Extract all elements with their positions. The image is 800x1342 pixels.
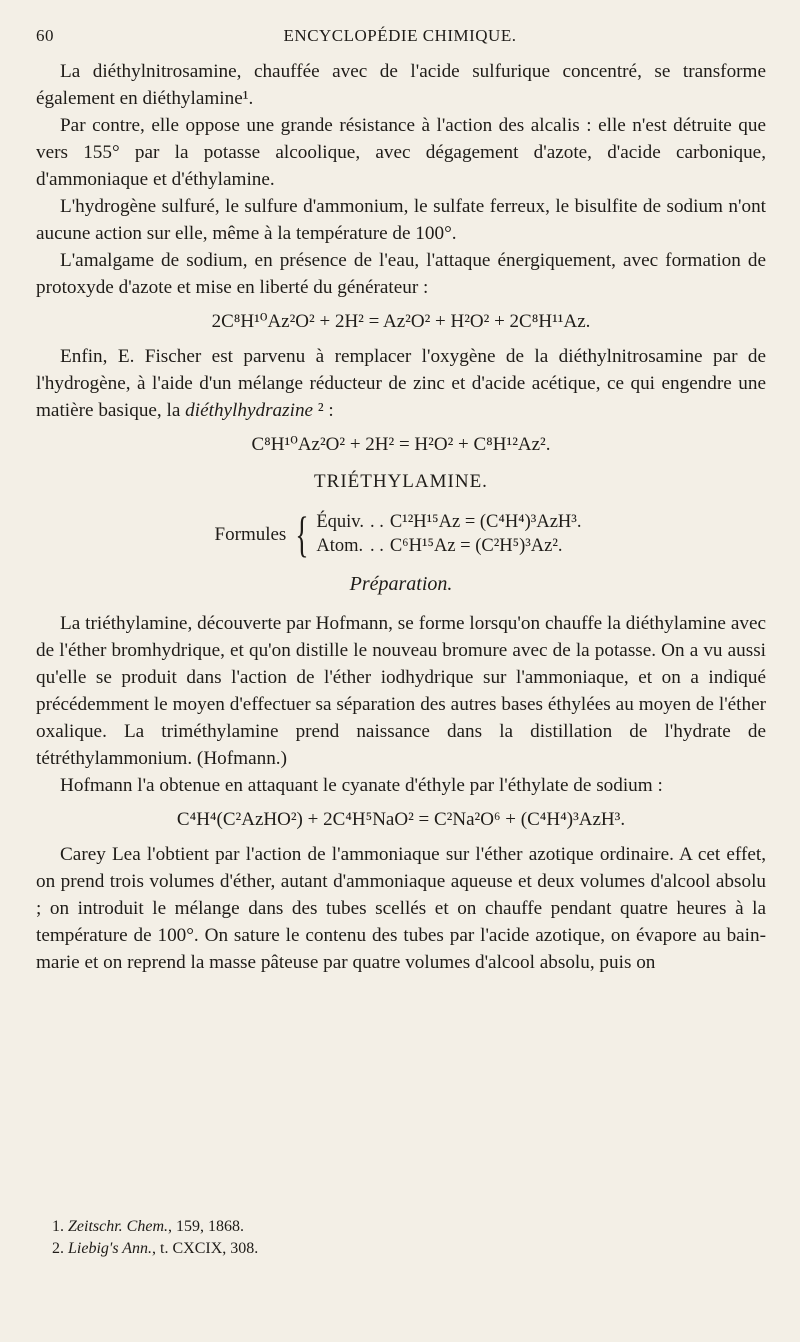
equation: C⁴H⁴(C²AzHO²) + 2C⁴H⁵NaO² = C²Na²O⁶ + (C⁴H⁴)³AzH³. <box>176 809 626 830</box>
paragraph: Par contre, elle oppose une grande résistance à l'action des alcalis : elle n'est détruite que vers 155° par la potasse alcoolique, avec dégagement d'azote, d'acide carbonique, d'ammoniaque et d'éthylamine. <box>36 115 766 190</box>
formula-value: C¹²H¹⁵Az = (C⁴H⁴)³AzH³. <box>389 512 582 532</box>
footnote <box>52 1216 258 1238</box>
formula-row <box>316 510 587 534</box>
section-title: TRIÉTHYLAMINE. <box>314 471 488 492</box>
page-header <box>36 26 764 52</box>
italic-term: diéthylhydrazine <box>185 400 314 421</box>
footnote-number: 2. <box>52 1240 64 1257</box>
page-number: 60 <box>36 26 54 45</box>
paragraph: Hofmann l'a obtenue en attaquant le cyanate d'éthyle par l'éthylate de sodium : <box>60 775 663 796</box>
paragraph: La triéthylamine, découverte par Hofmann, se forme lorsqu'on chauffe la diéthylamine avec de l'éther bromhydrique, et qu'on distille le nouveau bromure avec de la potasse. On a vu aussi qu'elle se produit dans l'action de l'éther iodhydrique sur l'ammoniaque, et on a indiqué précédemment le moyen d'effectuer sa séparation des autres bases éthylées au moyen de l'éther oxalique. La triméthylamine prend naissance dans la distillation de l'hydrate de tétréthylammonium. (Hofmann.) <box>36 613 766 769</box>
paragraph: La diéthylnitrosamine, chauffée avec de l'acide sulfurique concentré, se transforme également en diéthylamine¹. <box>36 61 766 109</box>
footnotes <box>52 1216 258 1260</box>
formula-dots: . . <box>369 512 384 532</box>
equation: C⁸H¹⁰Az²O² + 2H² = H²O² + C⁸H¹²Az². <box>251 434 551 455</box>
equation: 2C⁸H¹⁰Az²O² + 2H² = Az²O² + H²O² + 2C⁸H¹¹Az. <box>211 311 591 332</box>
formula-dots: . . <box>369 536 384 556</box>
formulas-label: Formules <box>214 523 287 545</box>
paragraph: L'amalgame de sodium, en présence de l'eau, l'attaque énergiquement, avec formation de protoxyde d'azote et mise en liberté du générateur : <box>36 250 766 298</box>
subsection-title: Préparation. <box>349 573 453 595</box>
paragraph-fischer <box>36 343 766 424</box>
formula-name: Équiv. <box>316 512 364 532</box>
formulas-table <box>316 510 587 558</box>
text-run: Enfin, E. Fischer est parvenu à remplacer l'oxygène de la diéthylnitrosamine par de l'hydrogène, à l'aide d'un mélange réducteur de zinc et d'acide acétique, ce qui engendre une matière basique, la <box>36 346 766 421</box>
running-title: ENCYCLOPÉDIE CHIMIQUE. <box>283 26 517 45</box>
formula-name: Atom. <box>316 536 364 556</box>
paragraph: Carey Lea l'obtient par l'action de l'ammoniaque sur l'éther azotique ordinaire. A cet effet, on prend trois volumes d'éther, autant d'ammoniaque aqueuse et deux volumes d'alcool absolu ; on introduit le mélange dans des tubes scellés et on chauffe pendant quatre heures à la température de 100°. On sature le contenu des tubes par l'acide azotique, on évapore au bain-marie et on reprend la masse pâteuse par quatre volumes d'alcool absolu, puis on <box>36 844 766 973</box>
text-run: ² : <box>313 400 334 421</box>
footnote-source: Zeitschr. Chem. <box>68 1218 168 1235</box>
brace-icon: { <box>295 506 309 562</box>
formulas-block <box>36 506 766 562</box>
footnote-ref: , t. CXCIX, 308. <box>152 1240 259 1257</box>
formula-value: C⁶H¹⁵Az = (C²H⁵)³Az². <box>389 536 563 556</box>
paragraph: L'hydrogène sulfuré, le sulfure d'ammonium, le sulfate ferreux, le bisulfite de sodium n'ont aucune action sur elle, même à la température de 100°. <box>36 196 766 244</box>
footnote <box>52 1238 258 1260</box>
formula-row <box>316 534 587 558</box>
page-body <box>36 58 766 976</box>
footnote-source: Liebig's Ann. <box>68 1240 153 1257</box>
footnote-number: 1. <box>52 1218 64 1235</box>
footnote-ref: , 159, 1868. <box>168 1218 244 1235</box>
